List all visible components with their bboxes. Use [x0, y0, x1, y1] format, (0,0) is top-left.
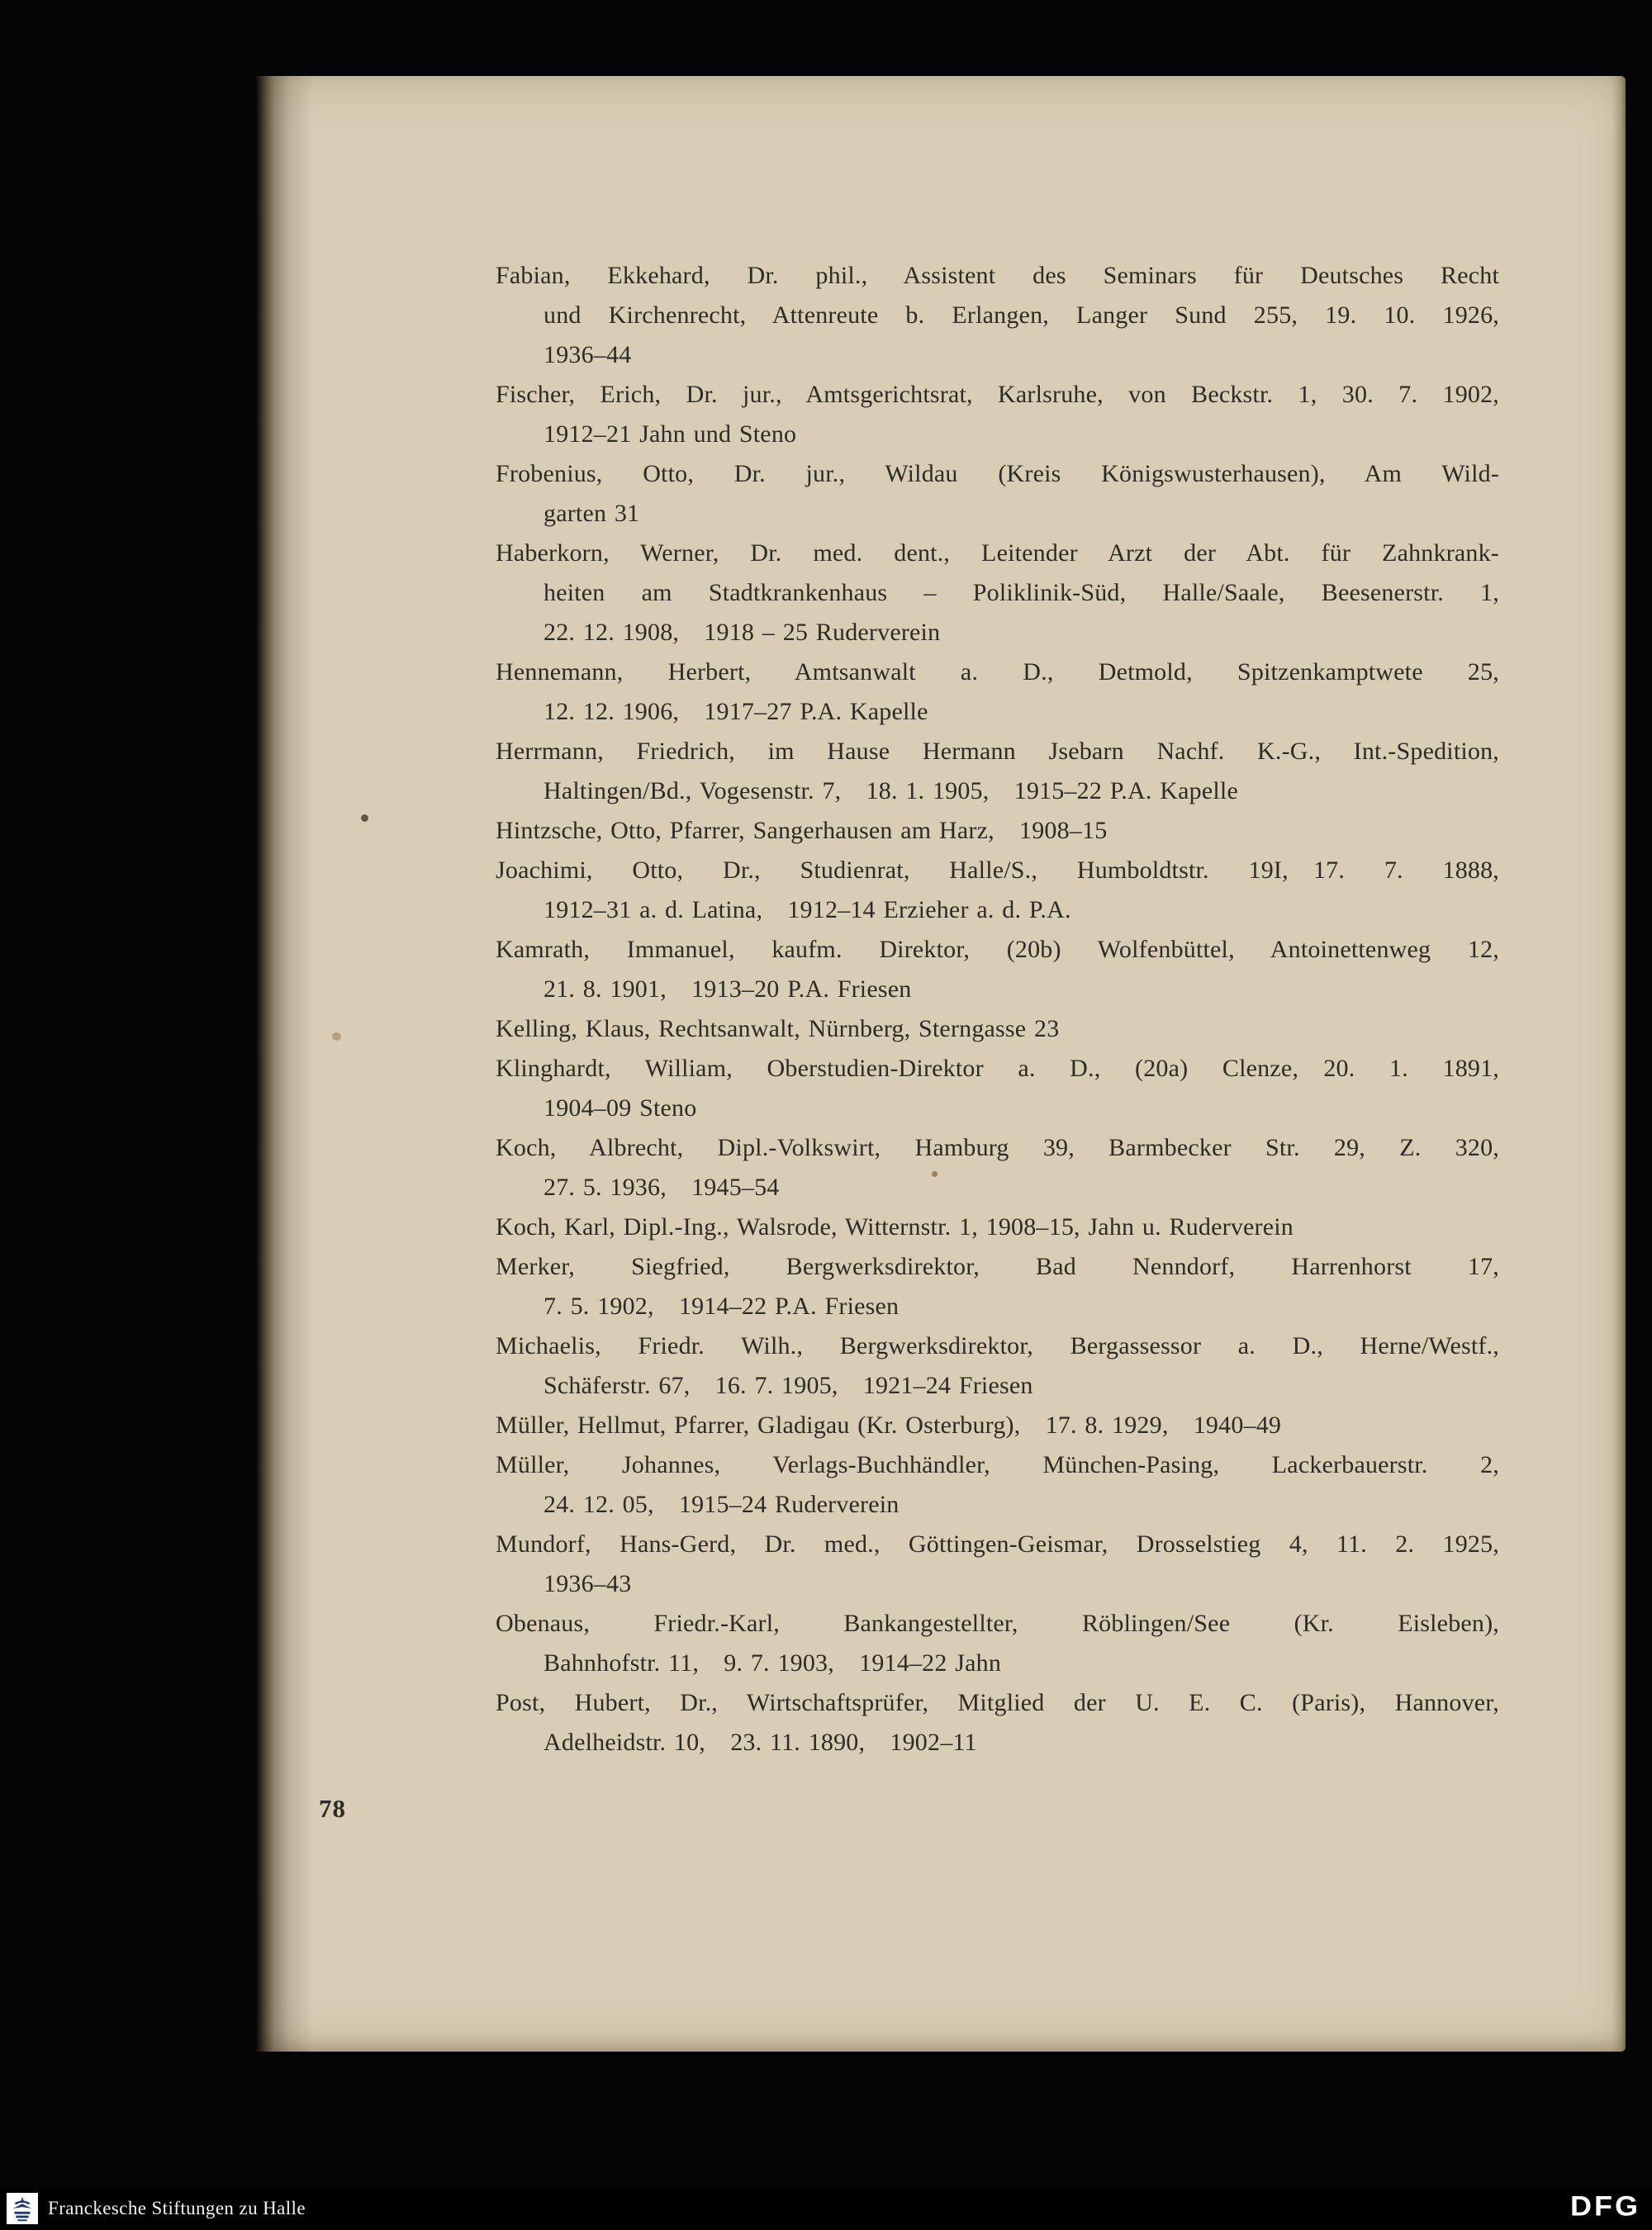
entry-line: Kamrath, Immanuel, kaufm. Direktor, (20b) Wolfenbüttel, Antoinettenweg 12, [496, 936, 1499, 963]
entry-line: Müller, Hellmut, Pfarrer, Gladigau (Kr. Osterburg), 17. 8. 1929, 1940–49 [496, 1412, 1282, 1439]
directory-entry [496, 375, 1499, 454]
entry-line: 12. 12. 1906, 1917–27 P.A. Kapelle [544, 698, 928, 725]
entry-line: 1936–43 [544, 1570, 632, 1597]
directory-entry [496, 1009, 1499, 1049]
entry-line: Klinghardt, William, Oberstudien-Direktor a. D., (20a) Clenze, 20. 1. 1891, [496, 1055, 1499, 1082]
entry-line: Merker, Siegfried, Bergwerksdirektor, Bad Nenndorf, Harrenhorst 17, [496, 1253, 1499, 1280]
directory-entry [496, 1326, 1499, 1406]
directory-entry [496, 732, 1499, 811]
directory-entry [496, 652, 1499, 732]
entry-line: 27. 5. 1936, 1945–54 [544, 1174, 780, 1201]
footer-institution-label: Franckesche Stiftungen zu Halle [48, 2198, 306, 2218]
directory-entry [496, 1406, 1499, 1445]
entry-line: Adelheidstr. 10, 23. 11. 1890, 1902–11 [544, 1729, 977, 1756]
entry-line: 22. 12. 1908, 1918 – 25 Ruderverein [544, 619, 941, 646]
directory-entry [496, 1208, 1499, 1247]
entry-line: Schäferstr. 67, 16. 7. 1905, 1921–24 Friesen [544, 1372, 1033, 1399]
footer-left [7, 2193, 306, 2224]
entry-line: 1912–31 a. d. Latina, 1912–14 Erzieher a. d. P.A. [544, 896, 1071, 923]
directory-entry [496, 1525, 1499, 1604]
entry-line: Haltingen/Bd., Vogesenstr. 7, 18. 1. 1905, 1915–22 P.A. Kapelle [544, 777, 1238, 804]
entry-line: Koch, Albrecht, Dipl.-Volkswirt, Hamburg 39, Barmbecker Str. 29, Z. 320, [496, 1134, 1499, 1161]
entry-line: Frobenius, Otto, Dr. jur., Wildau (Kreis Königswusterhausen), Am Wild- [496, 460, 1499, 487]
entry-line: 21. 8. 1901, 1913–20 P.A. Friesen [544, 975, 912, 1003]
footer-bar [0, 2187, 1652, 2230]
entry-line: Obenaus, Friedr.-Karl, Bankangestellter, Röblingen/See (Kr. Eisleben), [496, 1610, 1499, 1637]
entry-line: Kelling, Klaus, Rechtsanwalt, Nürnberg, Sterngasse 23 [496, 1015, 1060, 1042]
entry-line: Haberkorn, Werner, Dr. med. dent., Leitender Arzt der Abt. für Zahnkrank- [496, 539, 1499, 567]
directory-entry [496, 1683, 1499, 1763]
entry-line: heiten am Stadtkrankenhaus – Poliklinik-Süd, Halle/Saale, Beesenerstr. 1, [544, 579, 1499, 606]
scan-speck [932, 1171, 938, 1177]
entry-line: Herrmann, Friedrich, im Hause Hermann Jsebarn Nachf. K.-G., Int.-Spedition, [496, 738, 1499, 765]
entry-line: Joachimi, Otto, Dr., Studienrat, Halle/S., Humboldtstr. 19I, 17. 7. 1888, [496, 856, 1499, 884]
directory-entry [496, 811, 1499, 851]
book-gutter-shadow [256, 76, 314, 2052]
entry-line: Fabian, Ekkehard, Dr. phil., Assistent des Seminars für Deutsches Recht [496, 262, 1499, 289]
entry-line: 1904–09 Steno [544, 1094, 697, 1122]
directory-entry [496, 1049, 1499, 1128]
directory-entry [496, 1128, 1499, 1208]
entry-line: 1912–21 Jahn und Steno [544, 420, 797, 448]
entry-line: garten 31 [544, 500, 640, 527]
directory-entry [496, 1445, 1499, 1525]
entry-line: Fischer, Erich, Dr. jur., Amtsgerichtsrat, Karlsruhe, von Beckstr. 1, 30. 7. 1902, [496, 381, 1499, 408]
directory-entry [496, 534, 1499, 652]
scan-speck [332, 1032, 341, 1041]
scan-speck [361, 814, 368, 822]
dfg-logo: DFG [1570, 2190, 1640, 2222]
directory-entries [496, 256, 1499, 1763]
entry-line: Bahnhofstr. 11, 9. 7. 1903, 1914–22 Jahn [544, 1649, 1002, 1677]
book-page [256, 76, 1626, 2052]
entry-line: 7. 5. 1902, 1914–22 P.A. Friesen [544, 1293, 900, 1320]
franckesche-stiftungen-logo-icon [7, 2193, 38, 2224]
directory-entry [496, 851, 1499, 930]
entry-line: 1936–44 [544, 341, 632, 368]
entry-line: Koch, Karl, Dipl.-Ing., Walsrode, Witternstr. 1, 1908–15, Jahn u. Ruderverein [496, 1213, 1294, 1241]
entry-line: Michaelis, Friedr. Wilh., Bergwerksdirektor, Bergassessor a. D., Herne/Westf., [496, 1332, 1499, 1359]
directory-entry [496, 1604, 1499, 1683]
directory-entry [496, 930, 1499, 1009]
entry-line: und Kirchenrecht, Attenreute b. Erlangen, Langer Sund 255, 19. 10. 1926, [544, 301, 1499, 329]
entry-line: 24. 12. 05, 1915–24 Ruderverein [544, 1491, 900, 1518]
entry-line: Post, Hubert, Dr., Wirtschaftsprüfer, Mitglied der U. E. C. (Paris), Hannover, [496, 1689, 1499, 1716]
page-fore-edge [1612, 76, 1626, 2052]
entry-line: Hintzsche, Otto, Pfarrer, Sangerhausen am Harz, 1908–15 [496, 817, 1108, 844]
entry-line: Müller, Johannes, Verlags-Buchhändler, München-Pasing, Lackerbauerstr. 2, [496, 1451, 1499, 1478]
page-number: 78 [319, 1794, 346, 1823]
entry-line: Mundorf, Hans-Gerd, Dr. med., Göttingen-Geismar, Drosselstieg 4, 11. 2. 1925, [496, 1530, 1499, 1558]
directory-entry [496, 454, 1499, 534]
entry-line: Hennemann, Herbert, Amtsanwalt a. D., Detmold, Spitzenkamptwete 25, [496, 658, 1499, 686]
directory-entry [496, 256, 1499, 375]
directory-entry [496, 1247, 1499, 1326]
